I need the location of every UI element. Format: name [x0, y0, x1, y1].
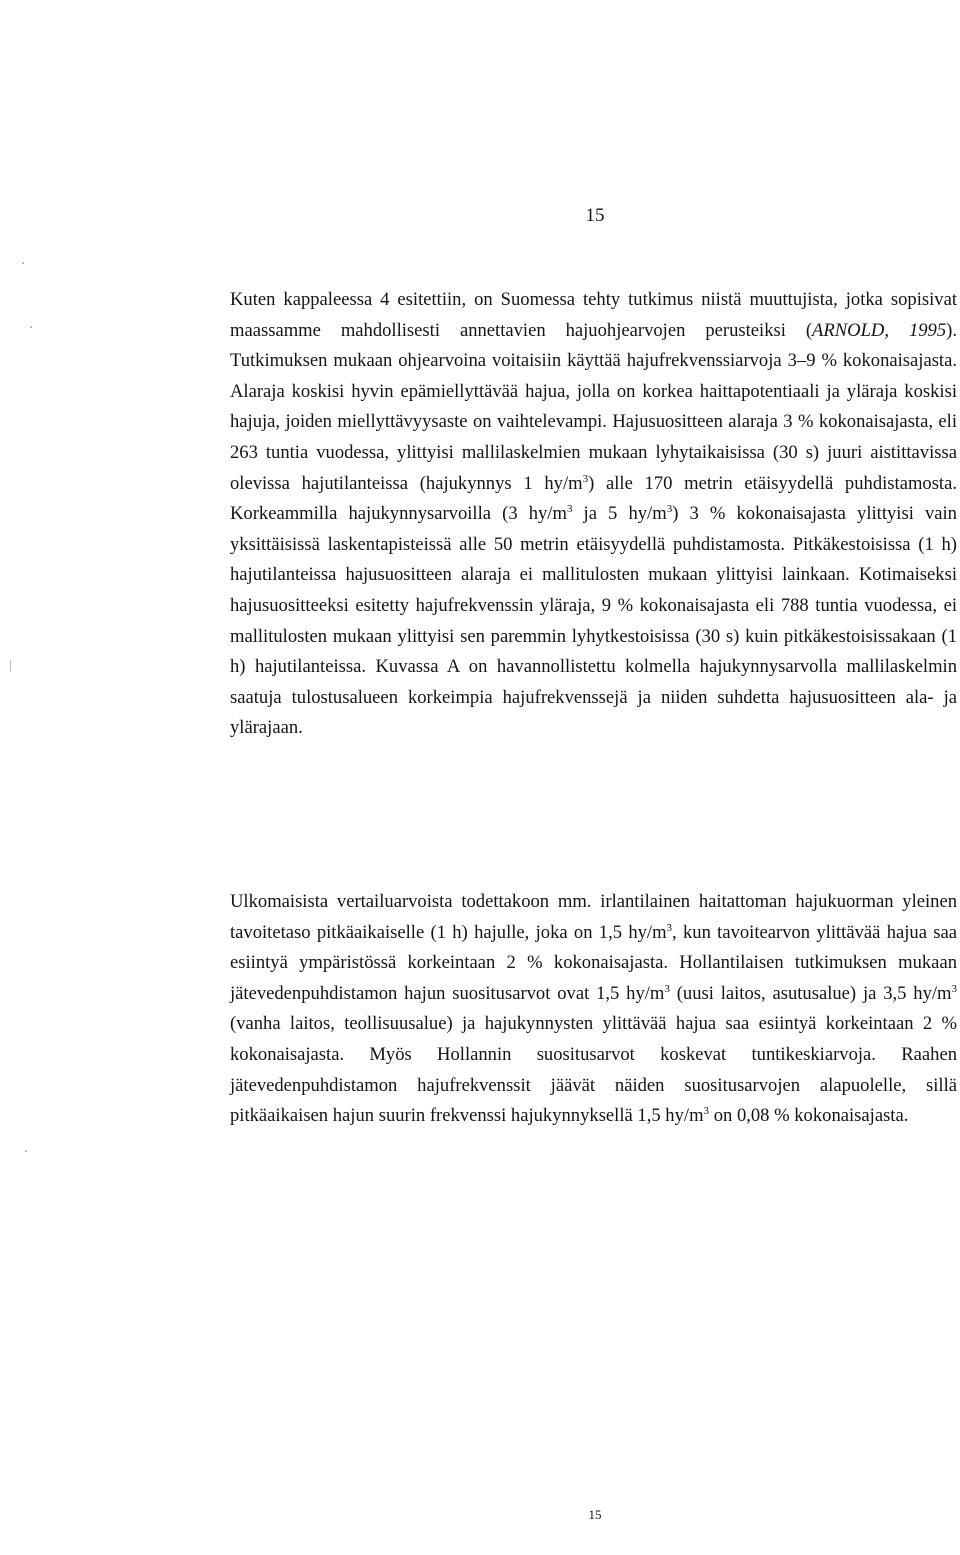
text-segment: Ulkomaisista vertailuarvoista todettakoon mm. irlantilainen haitattoman hajukuorman yleinen tavoitetaso pitkäaikaiselle (1 h) hajulle, joka on 1,5 hy/m	[230, 891, 957, 943]
page-number: 15	[585, 205, 605, 226]
superscript: 3	[666, 503, 673, 516]
text-segment: ) 3 % kokonaisajasta ylittyisi vain yksittäisissä laskentapisteissä alle 50 metrin etäisyydellä puhdistamosta. Pitkäkestoisissa (1 h) hajutilanteissa hajusuositteen alaraja ei mallitulosten mukaan ylittyisi lainkaan. Kotimaiseksi hajusuositteeksi esitetty hajufrekvenssin yläraja, 9 % kokonaisajasta eli 788 tuntia vuodessa, ei mallitulosten mukaan ylittyisi sen paremmin lyhytkestoisissa (30 s) kuin pitkäkestoisissakaan (1 h) hajutilanteissa. Kuvassa A on havannollistettu kolmella hajukynnysarvolla mallilaskelmin saatuja tulostusalueen korkeimpia hajufrekvenssejä ja niiden suhdetta hajusuositteen ala- ja ylärajaan.	[230, 503, 957, 739]
footer-page-number: 15	[588, 1507, 602, 1522]
scan-speck	[22, 262, 24, 264]
paragraph-odour-guidelines	[230, 285, 957, 744]
superscript: 3	[582, 472, 589, 485]
text-segment: ). Tutkimuksen mukaan ohjearvoina voitaisiin käyttää hajufrekvenssiarvoja 3–9 % kokonaisajasta. Alaraja koskisi hyvin epämiellyttävää hajua, jolla on korkea haittapotentiaali ja yläraja koskisi hajuja, joiden miellyttävyysaste on vaihtelevampi. Hajusuositteen alaraja 3 % kokonaisajasta, eli 263 tuntia vuodessa, ylittyisi mallilaskelmien mukaan lyhytaikaisissa (30 s) juuri aistittavissa olevissa hajutilanteissa (hajukynnys 1 hy/m	[230, 319, 957, 494]
paragraph-foreign-reference-values	[230, 887, 957, 1132]
citation: ARNOLD, 1995	[812, 319, 947, 341]
scan-speck	[10, 660, 11, 672]
text-segment: Kuten kappaleessa 4 esitettiin, on Suomessa tehty tutkimus niistä muuttujista, jotka sopisivat maassamme mahdollisesti annettavien hajuohjearvojen perusteiksi (	[230, 289, 957, 341]
text-segment: on 0,08 % kokonaisajasta.	[709, 1105, 909, 1127]
text-segment: ) alle 170 metrin etäisyydellä puhdistamosta. Korkeammilla hajukynnysarvoilla (3 hy/m	[230, 472, 958, 525]
scan-speck	[30, 326, 32, 328]
superscript: 3	[703, 1105, 710, 1118]
superscript: 3	[951, 982, 957, 995]
text-segment: ja 5 hy/m	[572, 503, 667, 525]
superscript: 3	[666, 921, 673, 934]
text-segment: (vanha laitos, teollisuusalue) ja hajukynnysten ylittävää hajua saa esiintyä korkeintaan 2 % kokonaisajasta. Myös Hollannin suositusarvot koskevat tuntikeskiarvoja. Raahen jätevedenpuhdistamon hajufrekvenssit jäävät näiden suositusarvojen alapuolelle, sillä pitkäaikaisen hajun suurin frekvenssi hajukynnyksellä 1,5 hy/m	[230, 1013, 957, 1127]
text-segment: (uusi laitos, asutusalue) ja 3,5 hy/m	[669, 982, 952, 1004]
text-segment: , kun tavoitearvon ylittävää hajua saa esiintyä ympäristössä korkeintaan 2 % kokonaisajasta. Hollantilaisen tutkimuksen mukaan jätevedenpuhdistamon hajun suositusarvot ovat 1,5 hy/m	[230, 921, 957, 1004]
scan-speck	[25, 1150, 27, 1152]
superscript: 3	[566, 503, 573, 516]
superscript: 3	[664, 982, 670, 995]
